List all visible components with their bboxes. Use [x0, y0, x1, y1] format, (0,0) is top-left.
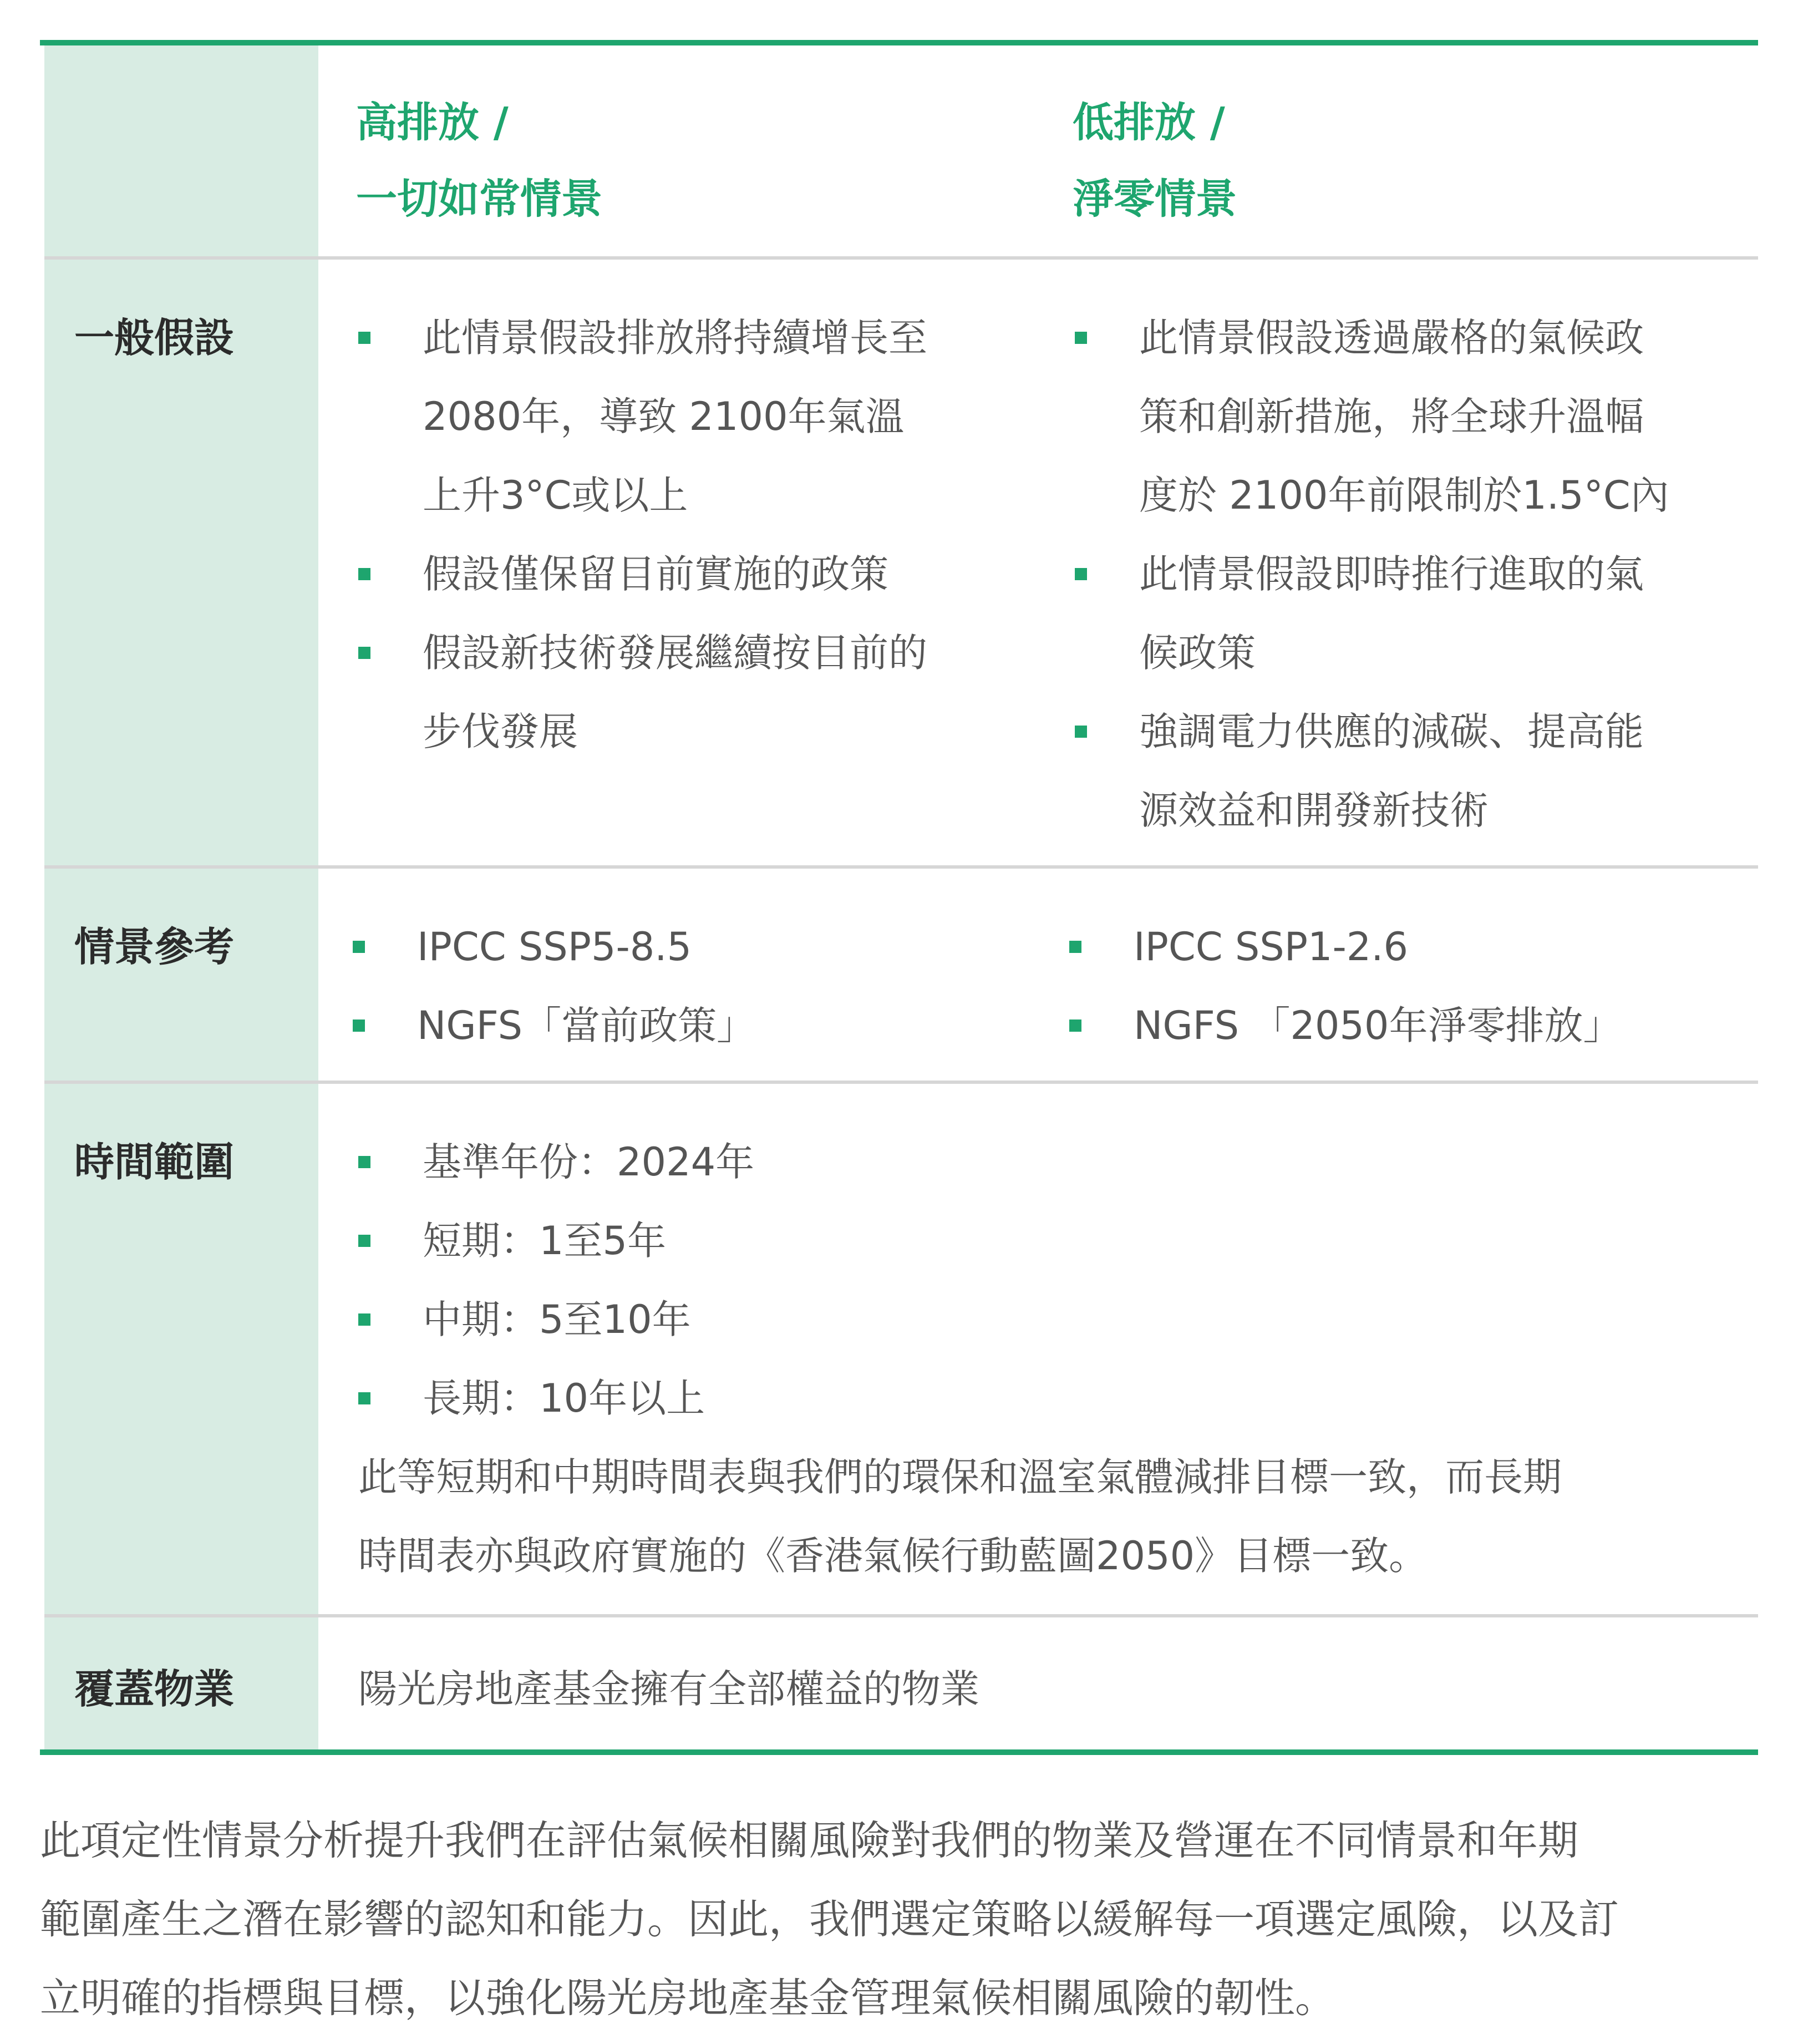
- bullet-high-assumption-2: [423, 535, 888, 613]
- bullet-timeframe-short: [423, 1201, 666, 1280]
- bullet-timeframe-long: [423, 1359, 705, 1438]
- bullet-line: 中期：5至10年: [423, 1297, 691, 1342]
- table-top-rule: [40, 40, 1758, 45]
- note-line: 此等短期和中期時間表與我們的環保和溫室氣體減排目標一致，而長期: [358, 1454, 1562, 1500]
- bullet-low-assumption-2: [1139, 535, 1644, 692]
- row-separator: [44, 256, 1758, 260]
- scenario-table: [40, 40, 1758, 1755]
- table-bottom-rule: [40, 1749, 1758, 1755]
- header-low-line-2: 淨零情景: [1073, 175, 1237, 223]
- row-label-reference: 情景參考: [74, 924, 235, 970]
- bullet-low-reference-2: [1134, 986, 1622, 1065]
- bullet-line: 強調電力供應的減碳、提高能: [1139, 709, 1644, 754]
- bullet-line: 此情景假設即時推行進取的氣: [1139, 551, 1644, 597]
- timeframe-note: [358, 1438, 1562, 1595]
- bullet-line: 短期：1至5年: [423, 1218, 667, 1264]
- bullet-line: 步伐發展: [423, 709, 578, 754]
- bullet-high-assumption-1: [423, 298, 927, 535]
- note-line: 時間表亦與政府實施的《香港氣候行動藍圖2050》目標一致。: [358, 1533, 1428, 1579]
- bullet-high-assumption-3: [423, 613, 927, 771]
- bullet-line: 策和創新措施，將全球升溫幅: [1139, 394, 1644, 439]
- header-high-line-2: 一切如常情景: [356, 175, 602, 223]
- footer-line: 立明確的指標與目標，以強化陽光房地產基金管理氣候相關風險的韌性。: [40, 1975, 1335, 2022]
- bullet-line: 此情景假設排放將持續增長至: [423, 315, 927, 361]
- bullet-low-assumption-1: [1139, 298, 1669, 535]
- bullet-timeframe-medium: [423, 1280, 691, 1359]
- row-label-coverage: 覆蓋物業: [74, 1666, 235, 1712]
- footer-line: 此項定性情景分析提升我們在評估氣候相關風險對我們的物業及營運在不同情景和年期: [40, 1817, 1578, 1864]
- bullet-line: 此情景假設透過嚴格的氣候政: [1139, 315, 1644, 361]
- row-separator: [44, 1081, 1758, 1084]
- bullet-low-reference-1: [1134, 907, 1408, 986]
- row-label-assumptions: 一般假設: [74, 315, 235, 361]
- footer-line: 範圍產生之潛在影響的認知和能力。因此，我們選定策略以緩解每一項選定風險，以及訂: [40, 1896, 1619, 1943]
- bullet-line: IPCC SSP1-2.6: [1134, 924, 1409, 970]
- bullet-line: NGFS 「2050年淨零排放」: [1134, 1003, 1622, 1048]
- bullet-high-reference-1: [417, 907, 692, 986]
- bullet-line: 假設新技術發展繼續按目前的: [423, 630, 927, 676]
- bullet-line: 長期：10年以上: [423, 1376, 705, 1421]
- coverage-text: 陽光房地產基金擁有全部權益的物業: [358, 1666, 979, 1712]
- bullet-line: 2080年，導致 2100年氣溫: [423, 394, 905, 439]
- bullet-line: 假設僅保留目前實施的政策: [423, 551, 888, 597]
- bullet-low-assumption-3: [1139, 692, 1644, 850]
- row-separator: [44, 1614, 1758, 1617]
- bullet-high-reference-2: [417, 986, 755, 1065]
- header-high-emission: [356, 84, 602, 237]
- bullet-line: NGFS「當前政策」: [417, 1003, 756, 1048]
- header-low-line-1: 低排放 /: [1073, 99, 1225, 146]
- bullet-line: 基準年份：2024年: [423, 1139, 755, 1185]
- bullet-line: 源效益和開發新技術: [1139, 788, 1489, 833]
- bullet-timeframe-base-year: [423, 1123, 754, 1201]
- row-label-timeframe: 時間範圍: [74, 1139, 235, 1185]
- footer-paragraph: [40, 1802, 1619, 2038]
- row-separator: [44, 865, 1758, 869]
- bullet-line: 候政策: [1139, 630, 1256, 676]
- bullet-line: IPCC SSP5-8.5: [417, 924, 692, 970]
- header-high-line-1: 高排放 /: [356, 99, 509, 146]
- header-low-emission: [1073, 84, 1237, 237]
- bullet-line: 上升3°C或以上: [423, 473, 688, 518]
- bullet-line: 度於 2100年前限制於1.5°C內: [1139, 473, 1669, 518]
